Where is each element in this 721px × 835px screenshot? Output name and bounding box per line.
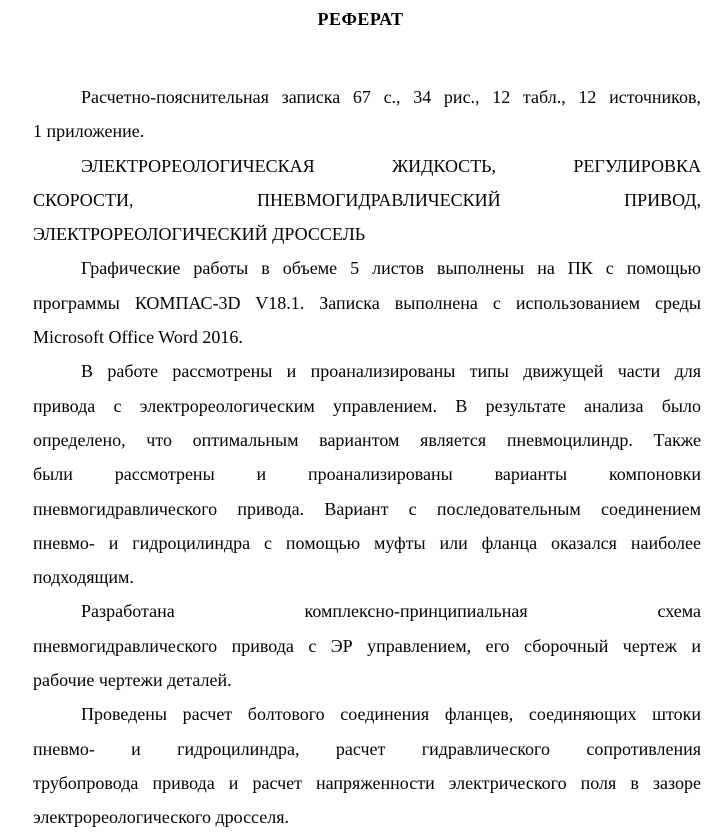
text-line-18: рабочие чертежи деталей. [33, 670, 232, 691]
text-line-16: Разработана комплексно-принципиальная схема [81, 601, 701, 622]
keywords-line-3: ЭЛЕКТРОРЕОЛОГИЧЕСКИЙ ДРОССЕЛЬ [33, 224, 366, 245]
text-line-19: Проведены расчет болтового соединения фланцев, соединяющих штоки [81, 704, 701, 725]
document-title: РЕФЕРАТ [317, 9, 404, 29]
text-line-14: пневмо- и гидроцилиндра с помощью муфты или фланца оказался наиболее [33, 532, 701, 553]
text-line-13: пневмогидравлического привода. Вариант с последовательным соединением [33, 498, 701, 519]
text-line-21: трубопровода привода и расчет напряженности электрического поля в зазоре [33, 772, 701, 793]
text-line-6: Графические работы в объеме 5 листов выполнены на ПК с помощью [81, 258, 701, 279]
text-line-22: электрореологического дросселя. [33, 807, 290, 828]
document-body [33, 80, 701, 835]
text-line-10: привода с электрореологическим управлением. В результате анализа было [33, 395, 701, 416]
text-line-7: программы КОМПАС-3D V18.1. Записка выполнена с использованием среды [33, 292, 701, 313]
text-line-1: Расчетно-пояснительная записка 67 с., 34 рис., 12 табл., 12 источников, [81, 87, 701, 107]
text-line-20: пневмо- и гидроцилиндра, расчет гидравлического сопротивления [33, 738, 701, 759]
text-line-9: В работе рассмотрены и проанализированы типы движущей части для [81, 361, 701, 382]
text-line-8: Microsoft Office Word 2016. [33, 327, 243, 348]
text-line-12: были рассмотрены и проанализированы варианты компоновки [33, 464, 701, 485]
text-line-15: подходящим. [33, 567, 134, 588]
text-line-2: 1 приложение. [33, 121, 145, 142]
keywords-line-1: ЭЛЕКТРОРЕОЛОГИЧЕСКАЯ ЖИДКОСТЬ, РЕГУЛИРОВКА [81, 155, 701, 176]
text-line-17: пневмогидравлического привода с ЭР управлением, его сборочный чертеж и [33, 635, 701, 656]
keywords-line-2: СКОРОСТИ, ПНЕВМОГИДРАВЛИЧЕСКИЙ ПРИВОД, [33, 189, 701, 210]
text-line-11: определено, что оптимальным вариантом является пневмоцилиндр. Также [33, 429, 701, 450]
